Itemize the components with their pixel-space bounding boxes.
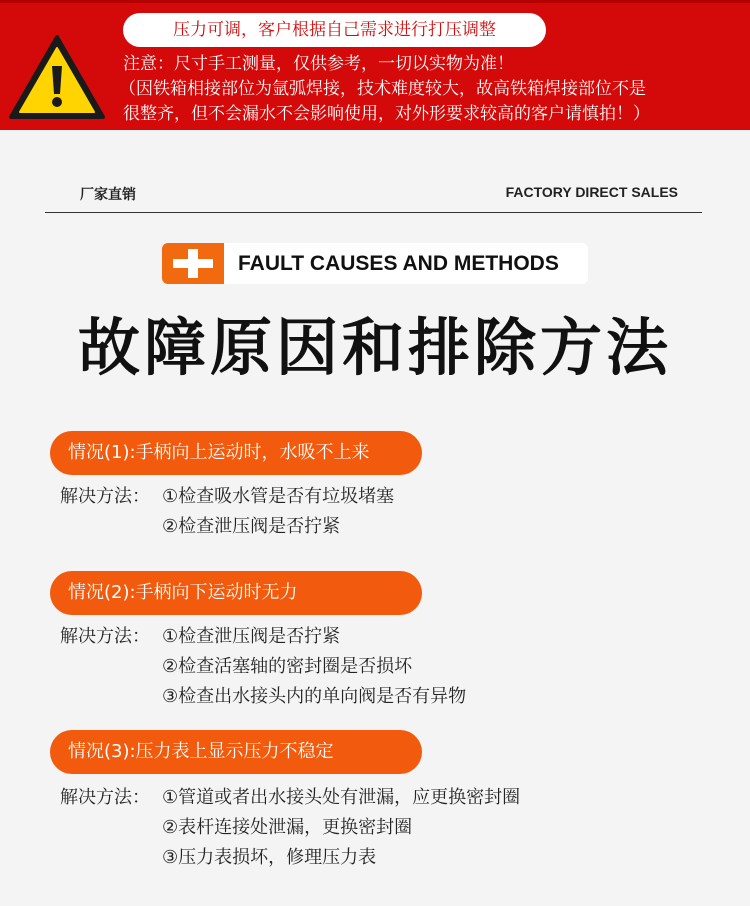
header-divider xyxy=(45,212,702,213)
notice-line-2: （因铁箱相接部位为氩弧焊接，技术难度较大，故高铁箱焊接部位不是 xyxy=(119,79,646,99)
notice-text xyxy=(119,52,650,127)
solution-step: ①检查吸水管是否有垃圾堵塞 xyxy=(162,486,395,507)
section-badge xyxy=(162,243,588,284)
solution-step: ③检查出水接头内的单向阀是否有异物 xyxy=(162,686,467,707)
solution-label: 解决方法： xyxy=(60,787,150,808)
pressure-note-pill: 压力可调，客户根据自己需求进行打压调整 xyxy=(123,13,546,47)
plus-cross-icon xyxy=(162,243,224,284)
solution-step: ②表杆连接处泄漏，更换密封圈 xyxy=(162,817,413,838)
header-left-label: 厂家直销 xyxy=(80,187,136,203)
header-right-label: FACTORY DIRECT SALES xyxy=(505,184,678,200)
warning-banner xyxy=(0,0,750,130)
solution-label: 解决方法： xyxy=(60,626,150,647)
case-3-title: 情况(3):压力表上显示压力不稳定 xyxy=(50,730,422,774)
case-2-title: 情况(2):手柄向下运动时无力 xyxy=(50,571,422,615)
page-title: 故障原因和排除方法 xyxy=(77,311,672,384)
warning-triangle-icon xyxy=(8,34,106,120)
solution-step: ①检查泄压阀是否拧紧 xyxy=(162,626,341,647)
banner-top-line xyxy=(0,0,750,3)
section-badge-text: FAULT CAUSES AND METHODS xyxy=(238,252,559,275)
case-1-title: 情况(1):手柄向上运动时，水吸不上来 xyxy=(50,431,422,475)
solution-step: ①管道或者出水接头处有泄漏，应更换密封圈 xyxy=(162,787,521,808)
notice-line-3: 很整齐，但不会漏水不会影响使用，对外形要求较高的客户请慎拍！） xyxy=(123,104,650,124)
notice-line-1: 注意：尺寸手工测量，仅供参考，一切以实物为准！ xyxy=(123,54,514,74)
solution-step: ②检查活塞轴的密封圈是否损坏 xyxy=(162,656,413,677)
solution-step: ②检查泄压阀是否拧紧 xyxy=(162,516,341,537)
solution-step: ③压力表损坏，修理压力表 xyxy=(162,847,377,868)
solution-label: 解决方法： xyxy=(60,486,150,507)
